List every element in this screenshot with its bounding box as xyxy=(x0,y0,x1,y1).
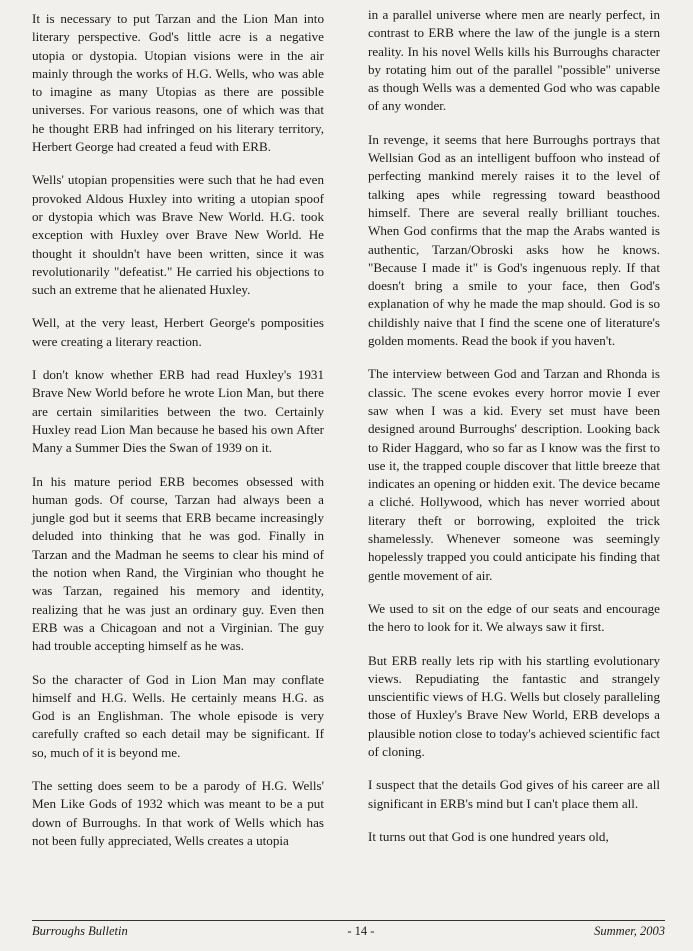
paragraph: The setting does seem to be a parody of H.G. Wells' Men Like Gods of 1932 which was meant to be a put down of Burroughs. In that work of Wells which has not been fully appreciated, Wells creates a utopia xyxy=(32,777,324,848)
paragraph: It is necessary to put Tarzan and the Lion Man into literary perspective. God's little acre is a negative utopia or dystopia. Utopian visions were in the air mainly through the works of H.G. Wells, who was able to imagine as many Utopias as there are possible universes. For various reasons, one of which was that he thought ERB had infringed on his literary territory, Herbert George had created a feud with ERB. xyxy=(32,11,324,155)
issue-date: Summer, 2003 xyxy=(594,924,665,938)
paragraph: But ERB really lets rip with his startling evolutionary views. Repudiating the fantastic and strangely unscientific views of H.G. Wells but closely paralleling those of Huxley's Brave New World, ERB develops a plausible notion close to today's achieved scientific fact of cloning. xyxy=(368,652,660,759)
publication-name: Burroughs Bulletin xyxy=(32,924,128,938)
paragraph: Wells' utopian propensities were such that he had even provoked Aldous Huxley into writing a utopian spoof or dystopia which was Brave New World. H.G. took exception with Huxley over Brave New World. He thought it shouldn't have been written, since it was revolutionarily "defeatist." He carried his objections to such an extreme that he alienated Huxley. xyxy=(32,172,324,298)
paragraph: in a parallel universe where men are nearly perfect, in contrast to ERB where the law of the jungle is a stern reality. In his novel Wells kills his Burroughs character by rotating him out of the parallel "possible" universe as though Wells was a demented God who was capable of any wonder. xyxy=(368,7,660,114)
paragraph: In revenge, it seems that here Burroughs portrays that Wellsian God as an intelligent buffoon who instead of perfecting mankind merely raises it to the level of talking apes while regressing toward beasthood himself. There are several really brilliant touches. When God confirms that the map the Arabs wanted is authentic, Tarzan/Obroski asks how he knows. "Because I made it" is God's ingenuous reply. If that doesn't bring a smile to your face, then God's explanation of why he made the map should. God is so childishly naive that I find the scene one of literature's golden moments. Read the book if you haven't. xyxy=(368,131,660,349)
paragraph: In his mature period ERB becomes obsessed with human gods. Of course, Tarzan had always been a jungle god but it seems that ERB became increasingly deluded into thinking that he was god. Finally in Tarzan and the Madman he seems to clear his mind of the notion when Rand, the Virginian who thought he was Tarzan, regained his memory and identity, realizing that he was just an ordinary guy. Even then ERB was a Chicagoan and not a Virginian. The guy had trouble accepting himself as he was. xyxy=(32,473,324,654)
paragraph: I don't know whether ERB had read Huxley's 1931 Brave New World before he wrote Lion Man, but there are certain similarities between the two. Certainly Huxley read Lion Man because he based his own After Many a Summer Dies the Swan of 1939 on it. xyxy=(32,367,324,456)
paragraph: Well, at the very least, Herbert George's pomposities were creating a literary reaction. xyxy=(32,315,324,349)
paragraph: We used to sit on the edge of our seats and encourage the hero to look for it. We always saw it first. xyxy=(368,600,660,635)
paragraph: So the character of God in Lion Man may conflate himself and H.G. Wells. He certainly means H.G. as God is an Englishman. The whole episode is very carefully crafted so each detail may be significant. If so, much of it is beyond me. xyxy=(32,671,324,760)
paragraph: I suspect that the details God gives of his career are all significant in ERB's mind but I can't place them all. xyxy=(368,777,660,811)
paragraph: It turns out that God is one hundred years old, xyxy=(368,828,609,844)
page-number: - 14 - xyxy=(347,924,375,938)
right-column xyxy=(368,6,660,861)
page-footer xyxy=(32,920,665,939)
left-column xyxy=(32,10,324,865)
paragraph: The interview between God and Tarzan and Rhonda is classic. The scene evokes every horror movie I ever saw when I was a kid. Every set must have been designed around Burroughs' description. Looking back to Rider Haggard, who so far as I know was the first to use it, the trapped couple discover that little breeze that indicates an opening or hidden exit. The device became a cliché. Hollywood, which has never worried about literary theft or borrowing, exploited the trick shamelessly. Whenever someone was seemingly hopelessly trapped you could anticipate his finding that gentle movement of air. xyxy=(368,366,660,583)
